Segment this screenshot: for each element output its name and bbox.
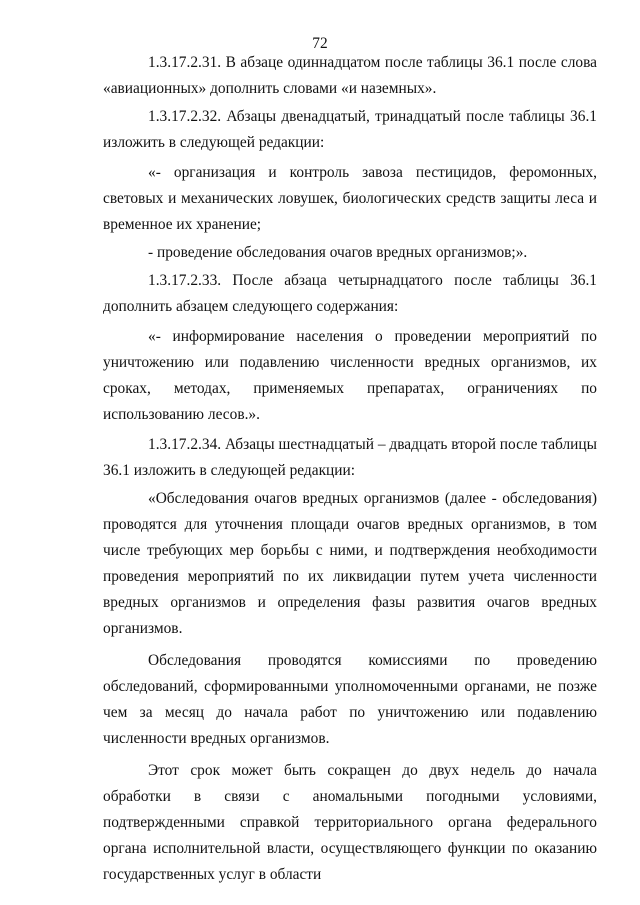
quoted-item-informing: «- информирование населения о проведении мероприятий по уничтожению или подавлению численности вредных организмов, их сроках, методах, применяемых препаратах, ограничениях по использованию лесов.».: [103, 328, 597, 423]
quoted-item-survey: - проведение обследования очагов вредных организмов;».: [148, 244, 528, 261]
document-body: [103, 50, 597, 888]
paragraph-1-3-17-2-33: 1.3.17.2.33. После абзаца четырнадцатого после таблицы 36.1 дополнить абзацем следующего содержания:: [103, 272, 597, 315]
paragraph-1-3-17-2-34: 1.3.17.2.34. Абзацы шестнадцатый – двадцать второй после таблицы 36.1 изложить в следующей редакции:: [103, 436, 597, 479]
paragraph-commissions: Обследования проводятся комиссиями по проведению обследований, сформированными уполномоченными органами, не позже чем за месяц до начала работ по уничтожению или подавлению численности вредных организмов.: [103, 652, 597, 747]
quoted-paragraph-surveys: «Обследования очагов вредных организмов (далее - обследования) проводятся для уточнения площади очагов вредных организмов, в том числе требующих мер борьбы с ними, и подтверждения необходимости проведения мероприятий по их ликвидации путем учета численности вредных организмов и определения фазы развития очагов вредных организмов.: [103, 490, 597, 637]
paragraph-1-3-17-2-31: 1.3.17.2.31. В абзаце одиннадцатом после таблицы 36.1 после слова «авиационных» дополнить словами «и наземных».: [103, 54, 597, 97]
paragraph-term: Этот срок может быть сокращен до двух недель до начала обработки в связи с аномальными погодными условиями, подтвержденными справкой территориального органа федерального органа исполнительной власти, осуществляющего функции по оказанию государственных услуг в области: [103, 762, 597, 883]
paragraph-1-3-17-2-32: 1.3.17.2.32. Абзацы двенадцатый, тринадцатый после таблицы 36.1 изложить в следующей редакции:: [103, 108, 597, 151]
page-number: 72: [312, 35, 328, 52]
quoted-item-organization: «- организация и контроль завоза пестицидов, феромонных, световых и механических ловушек, биологических средств защиты леса и временное их хранение;: [103, 164, 597, 233]
